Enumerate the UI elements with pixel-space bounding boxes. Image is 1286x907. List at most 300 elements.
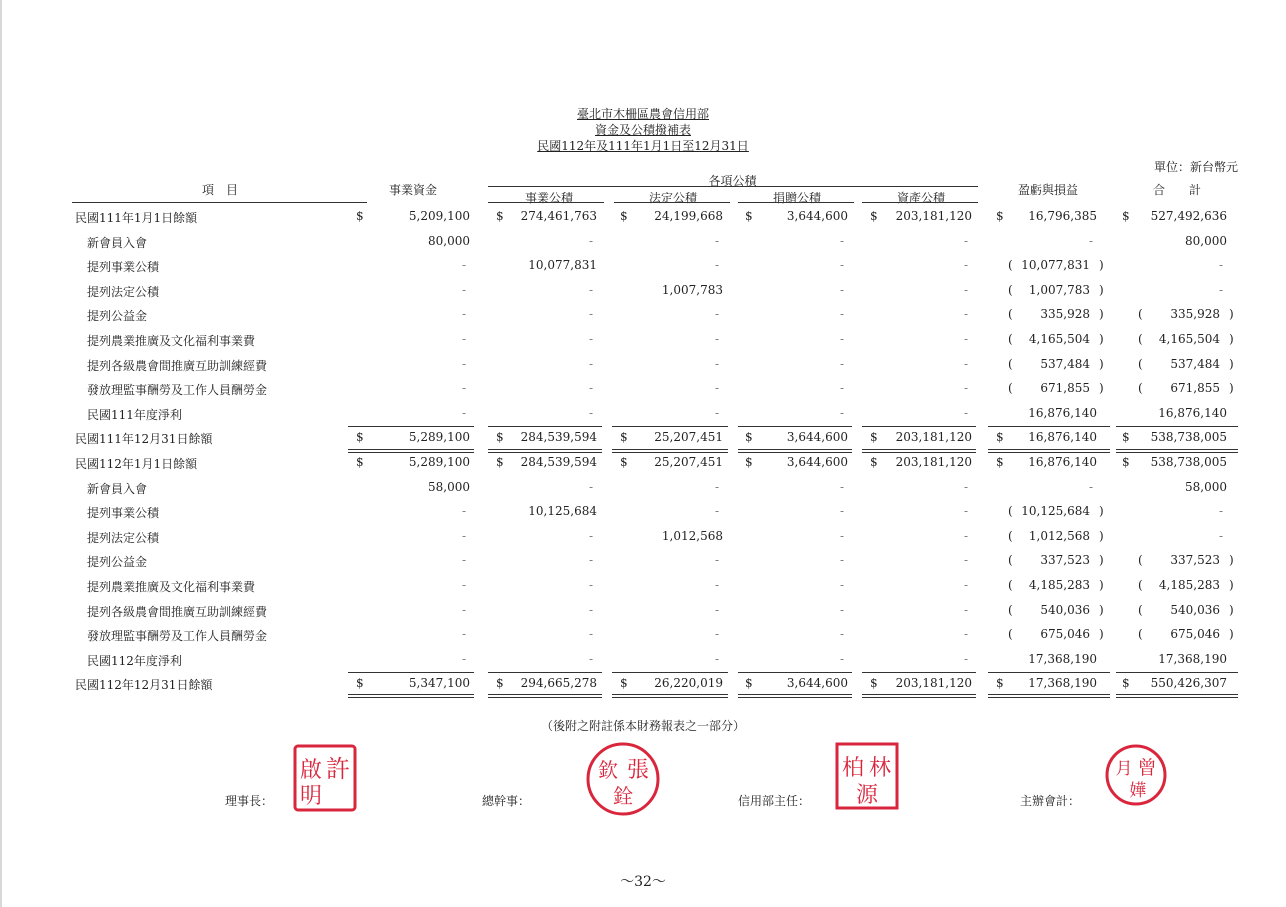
double-underline	[488, 449, 602, 453]
dollar-sign: $	[620, 676, 628, 691]
cell-legal-reserve: -	[714, 627, 719, 642]
cell-capital: -	[461, 356, 466, 371]
cell-asset-reserve: -	[963, 504, 968, 519]
double-underline	[988, 694, 1110, 698]
paren-open: (	[1008, 282, 1013, 297]
chairman-seal-char-1: 許	[326, 755, 350, 783]
row-label: 民國112年12月31日餘額	[75, 678, 213, 693]
dollar-sign: $	[496, 455, 504, 469]
row-label: 民國111年度淨利	[87, 407, 182, 422]
cell-business-reserve: 294,665,278	[520, 676, 597, 691]
cell-capital: -	[461, 332, 466, 346]
cell-legal-reserve: -	[714, 332, 719, 346]
paren-close: )	[1099, 578, 1104, 592]
table-row	[0, 230, 1286, 254]
paren-open: (	[1138, 307, 1143, 322]
cell-donation-reserve: -	[839, 479, 844, 494]
row-label: 提列法定公積	[87, 530, 160, 545]
double-underline	[738, 694, 852, 698]
cell-total: 4,165,504	[1158, 332, 1220, 346]
paren-open: (	[1008, 504, 1013, 519]
subtotal-rule	[738, 426, 852, 427]
chairman-seal-char-2: 啟	[299, 758, 323, 783]
table-row	[0, 279, 1286, 303]
table-row	[0, 205, 1286, 229]
cell-legal-reserve: 1,012,568	[661, 528, 723, 543]
cell-profit-loss: 537,484	[1040, 356, 1090, 371]
dollar-sign: $	[496, 676, 504, 691]
cell-donation-reserve: -	[839, 528, 844, 543]
row-label: 提列法定公積	[87, 284, 160, 299]
cell-asset-reserve: -	[963, 233, 968, 248]
cell-profit-loss: -	[1088, 233, 1093, 248]
paren-open: (	[1008, 528, 1013, 543]
header-profit-loss: 盈虧與損益	[1017, 183, 1078, 197]
subtotal-rule	[348, 672, 474, 673]
sig-chairman-label: 理事長：	[225, 794, 274, 808]
cell-profit-loss: -	[1088, 479, 1093, 494]
cell-capital: -	[461, 282, 466, 297]
dollar-sign: $	[745, 209, 753, 223]
dollar-sign: $	[870, 209, 878, 223]
dollar-sign: $	[1122, 430, 1130, 445]
double-underline	[612, 694, 728, 698]
cell-donation-reserve: 3,644,600	[786, 676, 848, 691]
cell-asset-reserve: -	[963, 405, 968, 420]
paren-close: )	[1099, 627, 1104, 642]
paren-open: (	[1138, 553, 1143, 568]
statement-name: 資金及公積撥補表	[594, 123, 691, 137]
dollar-sign: $	[870, 430, 878, 445]
cell-business-reserve: -	[588, 651, 593, 666]
dollar-sign: $	[356, 676, 364, 691]
cell-profit-loss: 675,046	[1040, 627, 1090, 642]
cell-donation-reserve: -	[839, 356, 844, 371]
dollar-sign: $	[620, 455, 628, 469]
dollar-sign: $	[620, 430, 628, 445]
subtotal-rule	[862, 672, 976, 673]
cell-business-reserve: -	[588, 405, 593, 420]
cell-capital: -	[461, 258, 466, 273]
header-capital: 事業資金	[388, 183, 437, 197]
dollar-sign: $	[356, 430, 364, 445]
paren-close: )	[1099, 307, 1104, 322]
subtotal-rule	[348, 426, 474, 427]
dollar-sign: $	[620, 209, 628, 223]
reserves-group-rule	[488, 186, 978, 187]
cell-business-reserve: 284,539,594	[520, 455, 597, 469]
cell-asset-reserve: -	[963, 332, 968, 346]
subtotal-rule	[612, 672, 728, 673]
dollar-sign: $	[996, 455, 1004, 469]
header-rule-donation	[738, 202, 854, 203]
gm-seal	[584, 741, 662, 817]
cell-profit-loss: 671,855	[1040, 381, 1090, 396]
dollar-sign: $	[870, 676, 878, 691]
cell-total: 671,855	[1170, 381, 1220, 396]
org-name: 臺北市木柵區農會信用部	[576, 107, 709, 121]
paren-close: )	[1229, 627, 1234, 642]
cell-donation-reserve: -	[839, 504, 844, 519]
accountant-seal-char-2: 月	[1115, 759, 1133, 779]
cell-legal-reserve: 25,207,451	[654, 430, 723, 445]
dollar-sign: $	[745, 430, 753, 445]
cell-capital: -	[461, 381, 466, 396]
cell-capital: -	[461, 504, 466, 519]
cell-donation-reserve: -	[839, 602, 844, 617]
double-underline	[862, 694, 976, 698]
subtotal-rule	[988, 426, 1110, 427]
subtotal-rule	[862, 426, 976, 427]
header-legal-reserve: 法定公積	[648, 191, 697, 205]
cell-profit-loss: 4,165,504	[1028, 332, 1090, 346]
sig-credit-director-label: 信用部主任：	[738, 794, 811, 808]
paren-close: )	[1229, 381, 1234, 396]
cell-legal-reserve: -	[714, 258, 719, 273]
double-underline	[1116, 694, 1238, 698]
double-underline	[862, 449, 976, 453]
paren-close: )	[1099, 528, 1104, 543]
cell-business-reserve: -	[588, 578, 593, 592]
cell-total: 80,000	[1185, 233, 1227, 248]
statement-period: 民國112年及111年1月1日至12月31日	[537, 139, 749, 153]
cell-total: -	[1218, 282, 1223, 297]
cell-donation-reserve: 3,644,600	[786, 430, 848, 445]
report-title-block	[0, 106, 1286, 154]
paren-open: (	[1008, 332, 1013, 346]
cell-capital: -	[461, 553, 466, 568]
cell-donation-reserve: -	[839, 553, 844, 568]
cell-total: 538,738,005	[1150, 430, 1227, 445]
cell-asset-reserve: -	[963, 381, 968, 396]
cell-capital: 5,209,100	[408, 209, 470, 223]
table-row	[0, 648, 1286, 672]
cell-asset-reserve: 203,181,120	[895, 430, 972, 445]
chairman-seal-char-3: 明	[299, 784, 323, 809]
row-label: 提列公益金	[87, 309, 148, 324]
cell-legal-reserve: 26,220,019	[654, 676, 723, 691]
cell-profit-loss: 16,876,140	[1028, 430, 1097, 445]
paren-close: )	[1229, 356, 1234, 371]
row-label: 提列農業推廣及文化福利事業費	[87, 580, 256, 594]
table-row	[0, 623, 1286, 647]
credit-director-seal-char-3: 源	[855, 783, 879, 808]
row-label: 提列各級農會間推廣互助訓練經費	[87, 358, 268, 373]
cell-business-reserve: -	[588, 307, 593, 322]
sig-gm-label: 總幹事：	[482, 794, 531, 808]
row-label: 新會員入會	[87, 481, 148, 496]
credit-director-seal	[834, 741, 900, 811]
cell-profit-loss: 540,036	[1040, 602, 1090, 617]
paren-close: )	[1099, 282, 1104, 297]
cell-legal-reserve: -	[714, 578, 719, 592]
paren-close: )	[1099, 504, 1104, 519]
gm-seal-char-2: 欽	[598, 758, 618, 782]
paren-open: (	[1138, 627, 1143, 642]
row-label: 提列農業推廣及文化福利事業費	[87, 334, 256, 348]
paren-open: (	[1008, 602, 1013, 617]
cell-legal-reserve: 25,207,451	[654, 455, 723, 469]
paren-open: (	[1138, 381, 1143, 396]
paren-open: (	[1008, 356, 1013, 371]
cell-profit-loss: 335,928	[1040, 307, 1090, 322]
double-underline	[738, 449, 852, 453]
subtotal-rule	[1116, 672, 1238, 673]
double-underline	[612, 449, 728, 453]
cell-business-reserve: -	[588, 602, 593, 617]
table-row	[0, 328, 1286, 352]
row-label: 民國112年度淨利	[87, 653, 182, 668]
cell-legal-reserve: -	[714, 504, 719, 519]
dollar-sign: $	[356, 209, 364, 223]
accountant-seal	[1104, 743, 1168, 807]
row-label: 提列事業公積	[87, 260, 160, 275]
cell-profit-loss: 4,185,283	[1028, 578, 1090, 592]
cell-legal-reserve: -	[714, 233, 719, 248]
cell-capital: -	[461, 405, 466, 420]
paren-open: (	[1138, 332, 1143, 346]
subtotal-rule	[488, 426, 602, 427]
cell-asset-reserve: -	[963, 356, 968, 371]
cell-business-reserve: -	[588, 233, 593, 248]
row-label: 提列事業公積	[87, 506, 160, 521]
row-label: 提列公益金	[87, 555, 148, 570]
cell-capital: -	[461, 578, 466, 592]
cell-profit-loss: 10,077,831	[1021, 258, 1090, 273]
cell-business-reserve: -	[588, 332, 593, 346]
cell-asset-reserve: -	[963, 528, 968, 543]
paren-close: )	[1229, 578, 1234, 592]
cell-total: 17,368,190	[1158, 651, 1227, 666]
subtotal-rule	[988, 672, 1110, 673]
dollar-sign: $	[870, 455, 878, 469]
cell-profit-loss: 10,125,684	[1021, 504, 1090, 519]
cell-capital: 5,289,100	[408, 430, 470, 445]
cell-business-reserve: 10,125,684	[528, 504, 597, 519]
row-label: 民國112年1月1日餘額	[75, 457, 198, 471]
row-label: 新會員入會	[87, 235, 148, 250]
cell-donation-reserve: -	[839, 307, 844, 322]
table-row	[0, 672, 1286, 696]
table-row	[0, 525, 1286, 549]
cell-asset-reserve: -	[963, 479, 968, 494]
dollar-sign: $	[1122, 455, 1130, 469]
cell-total: 4,185,283	[1158, 578, 1220, 592]
cell-asset-reserve: 203,181,120	[895, 455, 972, 469]
paren-close: )	[1099, 258, 1104, 273]
subtotal-rule	[612, 426, 728, 427]
cell-business-reserve: -	[588, 627, 593, 642]
dollar-sign: $	[745, 676, 753, 691]
gm-seal-char-1: 張	[626, 758, 650, 783]
cell-legal-reserve: -	[714, 405, 719, 420]
subtotal-rule	[738, 672, 852, 673]
cell-total: 527,492,636	[1150, 209, 1227, 223]
paren-close: )	[1229, 602, 1234, 617]
cell-asset-reserve: -	[963, 602, 968, 617]
cell-legal-reserve: -	[714, 602, 719, 617]
paren-open: (	[1138, 602, 1143, 617]
cell-capital: 5,347,100	[408, 676, 470, 691]
cell-total: -	[1218, 504, 1223, 519]
cell-total: 550,426,307	[1150, 676, 1227, 691]
paren-open: (	[1138, 578, 1143, 592]
paren-open: (	[1138, 356, 1143, 371]
paren-open: (	[1008, 307, 1013, 322]
row-label: 民國111年12月31日餘額	[75, 432, 213, 447]
header-business-reserve: 事業公積	[524, 191, 573, 205]
cell-total: 540,036	[1170, 602, 1220, 617]
cell-donation-reserve: -	[839, 282, 844, 297]
header-rule-legal	[614, 202, 730, 203]
cell-total: 675,046	[1170, 627, 1220, 642]
cell-profit-loss: 17,368,190	[1028, 651, 1097, 666]
accountant-seal-char-3: 嬅	[1129, 781, 1147, 801]
page-number: ～32～	[620, 874, 666, 890]
paren-close: )	[1099, 553, 1104, 568]
cell-asset-reserve: -	[963, 651, 968, 666]
cell-profit-loss: 1,007,783	[1028, 282, 1090, 297]
cell-capital: 5,289,100	[408, 455, 470, 469]
cell-asset-reserve: -	[963, 258, 968, 273]
cell-legal-reserve: -	[714, 553, 719, 568]
footnote: （後附之附註係本財務報表之一部分）	[540, 719, 745, 733]
table-row	[0, 451, 1286, 475]
cell-capital: -	[461, 528, 466, 543]
paren-open: (	[1008, 381, 1013, 396]
header-total: 合 計	[1152, 183, 1201, 197]
cell-business-reserve: -	[588, 356, 593, 371]
cell-business-reserve: 284,539,594	[520, 430, 597, 445]
paren-open: (	[1008, 553, 1013, 568]
paren-close: )	[1229, 553, 1234, 568]
dollar-sign: $	[996, 209, 1004, 223]
header-item: 項 目	[201, 183, 238, 197]
cell-asset-reserve: 203,181,120	[895, 209, 972, 223]
cell-asset-reserve: -	[963, 282, 968, 297]
cell-business-reserve: -	[588, 528, 593, 543]
cell-legal-reserve: -	[714, 307, 719, 322]
cell-asset-reserve: -	[963, 307, 968, 322]
cell-total: 537,484	[1170, 356, 1220, 371]
cell-asset-reserve: -	[963, 553, 968, 568]
cell-business-reserve: -	[588, 479, 593, 494]
cell-legal-reserve: 24,199,668	[654, 209, 723, 223]
header-rule-business	[488, 202, 604, 203]
header-donation-reserve: 捐贈公積	[772, 191, 821, 205]
dollar-sign: $	[996, 676, 1004, 691]
cell-total: 58,000	[1185, 479, 1227, 494]
dollar-sign: $	[996, 430, 1004, 445]
paren-close: )	[1229, 307, 1234, 322]
cell-capital: -	[461, 602, 466, 617]
cell-business-reserve: -	[588, 553, 593, 568]
cell-donation-reserve: -	[839, 627, 844, 642]
cell-capital: 58,000	[428, 479, 470, 494]
paren-open: (	[1008, 627, 1013, 642]
header-asset-reserve: 資產公積	[896, 191, 945, 205]
cell-total: 335,928	[1170, 307, 1220, 322]
row-label: 民國111年1月1日餘額	[75, 211, 198, 225]
table-row	[0, 303, 1286, 327]
currency-unit: 單位：新台幣元	[1153, 160, 1238, 174]
paren-close: )	[1099, 356, 1104, 371]
gm-seal-char-3: 銓	[613, 784, 633, 808]
table-row	[0, 377, 1286, 401]
paren-open: (	[1008, 578, 1013, 592]
cell-capital: 80,000	[428, 233, 470, 248]
cell-profit-loss: 16,876,140	[1028, 455, 1097, 469]
cell-profit-loss: 16,876,140	[1028, 405, 1097, 420]
table-row	[0, 402, 1286, 426]
table-row	[0, 353, 1286, 377]
cell-capital: -	[461, 651, 466, 666]
cell-profit-loss: 337,523	[1040, 553, 1090, 568]
header-reserves-group: 各項公積	[708, 174, 757, 188]
double-underline	[348, 694, 474, 698]
table-row	[0, 574, 1286, 598]
row-label: 提列各級農會間推廣互助訓練經費	[87, 604, 268, 619]
dollar-sign: $	[1122, 209, 1130, 223]
cell-business-reserve: 274,461,763	[520, 209, 597, 223]
cell-profit-loss: 16,796,385	[1028, 209, 1097, 223]
table-row	[0, 254, 1286, 278]
dollar-sign: $	[496, 209, 504, 223]
double-underline	[988, 449, 1110, 453]
cell-donation-reserve: -	[839, 233, 844, 248]
double-underline	[348, 449, 474, 453]
cell-business-reserve: -	[588, 381, 593, 396]
cell-profit-loss: 17,368,190	[1028, 676, 1097, 691]
cell-donation-reserve: -	[839, 381, 844, 396]
credit-director-seal-char-1: 林	[868, 756, 892, 781]
cell-legal-reserve: -	[714, 356, 719, 371]
subtotal-rule	[1116, 426, 1238, 427]
paren-close: )	[1099, 332, 1104, 346]
sig-accountant-label: 主辦會計：	[1020, 794, 1081, 808]
cell-profit-loss: 1,012,568	[1028, 528, 1090, 543]
cell-total: -	[1218, 528, 1223, 543]
paren-close: )	[1099, 381, 1104, 396]
cell-donation-reserve: -	[839, 405, 844, 420]
cell-asset-reserve: -	[963, 627, 968, 642]
paren-open: (	[1008, 258, 1013, 273]
dollar-sign: $	[496, 430, 504, 445]
header-rule-asset	[862, 202, 978, 203]
cell-legal-reserve: 1,007,783	[661, 282, 723, 297]
cell-total: -	[1218, 258, 1223, 273]
table-row	[0, 500, 1286, 524]
credit-director-seal-char-2: 柏	[841, 756, 865, 781]
cell-capital: -	[461, 627, 466, 642]
cell-total: 16,876,140	[1158, 405, 1227, 420]
row-label: 發放理監事酬勞及工作人員酬勞金	[87, 383, 268, 398]
accountant-seal-char-1: 曾	[1137, 757, 1157, 779]
cell-total: 538,738,005	[1150, 455, 1227, 469]
table-row	[0, 549, 1286, 573]
table-row	[0, 426, 1286, 450]
cell-donation-reserve: 3,644,600	[786, 209, 848, 223]
cell-capital: -	[461, 307, 466, 322]
cell-donation-reserve: -	[839, 332, 844, 346]
dollar-sign: $	[356, 455, 364, 469]
header-rule-item	[72, 202, 367, 203]
table-row	[0, 599, 1286, 623]
cell-legal-reserve: -	[714, 381, 719, 396]
double-underline	[488, 694, 602, 698]
dollar-sign: $	[745, 455, 753, 469]
paren-close: )	[1099, 602, 1104, 617]
